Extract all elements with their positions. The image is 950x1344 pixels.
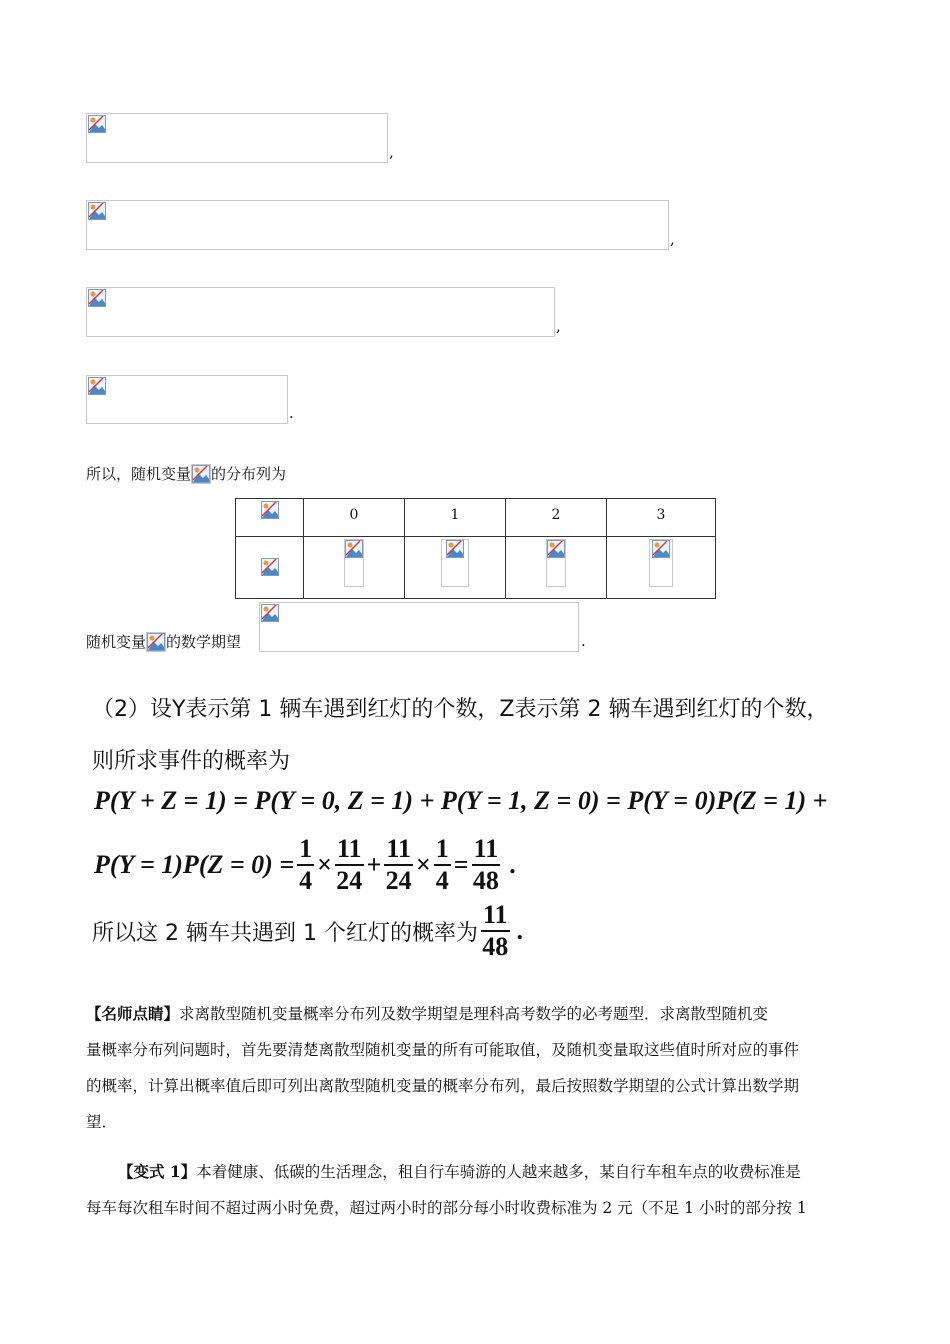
broken-image-icon — [88, 377, 106, 395]
equals-sign: = — [453, 850, 469, 879]
times-sign: × — [317, 850, 332, 879]
comment-line: 的概率，计算出概率值后即可列出离散型随机变量的概率分布列，最后按照数学期望的公式计算出数学期 — [86, 1077, 800, 1095]
row-p-cell — [236, 537, 304, 599]
part2-line2: 则所求事件的概率为 — [92, 749, 291, 774]
plus-sign: + — [366, 850, 382, 879]
distribution-suffix: 的分布列为 — [211, 465, 287, 483]
broken-image-icon — [88, 289, 106, 307]
equation-text: P(Y + Z = 1) = P(Y = 0, Z = 1) + P(Y = 1, Z = 0) = P(Y = 0)P(Z = 1) + — [94, 786, 828, 815]
formula-image-4 — [86, 375, 288, 424]
fraction: $\frac{11}{48}$ — [472, 834, 499, 895]
table-cell — [405, 537, 506, 599]
table-cell — [607, 537, 716, 599]
table-cell: 1 — [405, 499, 506, 537]
expectation-sentence — [86, 632, 241, 652]
comment-line: 求离散型随机变量概率分布列及数学期望是理科高考数学的必考题型．求离散型随机变 — [179, 1005, 769, 1023]
conclusion-line — [92, 900, 523, 962]
comment-line: 量概率分布列问题时，首先要清楚离散型随机变量的所有可能取值，及随机变量取这些值时所对应的事件 — [86, 1041, 800, 1059]
period-1: . — [289, 404, 294, 422]
formula-image-2 — [86, 200, 669, 250]
period-2: . — [581, 632, 586, 650]
table-cell — [506, 537, 607, 599]
equation-line1 — [94, 786, 827, 816]
comment-line: 望． — [86, 1113, 118, 1131]
comma-1: , — [389, 143, 394, 161]
variant-label: 【变式 1】 — [118, 1162, 197, 1181]
broken-image-icon — [88, 202, 106, 220]
part2-line1: （2）设Y表示第 1 辆车遇到红灯的个数，Z表示第 2 辆车遇到红灯的个数， — [92, 697, 829, 722]
comment-label: 【名师点睛】 — [86, 1004, 180, 1023]
broken-image-icon — [88, 115, 106, 133]
period: . — [509, 850, 516, 879]
expectation-formula-image — [259, 602, 579, 652]
fraction: $\frac{1}{4}$ — [299, 834, 313, 895]
expectation-prefix: 随机变量 — [86, 633, 147, 651]
teacher-comment — [86, 996, 876, 1140]
times-sign: × — [415, 850, 431, 879]
broken-image-icon — [344, 539, 364, 587]
broken-image-icon — [441, 539, 469, 587]
distribution-table — [235, 498, 716, 599]
fraction: $\frac{11}{48}$ — [482, 900, 509, 961]
variant-line: 每车每次租车时间不超过两小时免费，超过两小时的部分每小时收费标准为 2 元（不足 1 小时的部分按 1 — [86, 1199, 807, 1217]
table-row — [236, 537, 716, 599]
broken-image-icon — [546, 539, 566, 587]
conclusion-text: 所以这 2 辆车共遇到 1 个红灯的概率为 — [92, 920, 478, 946]
equation-text: P(Y = 1)P(Z = 0) = — [94, 850, 295, 879]
table-header-row — [236, 499, 716, 537]
table-cell: 0 — [304, 499, 405, 537]
period: . — [516, 916, 524, 945]
comma-3: , — [556, 317, 561, 335]
table-cell: 3 — [607, 499, 716, 537]
fraction: $\frac{11}{24}$ — [385, 834, 412, 895]
table-cell — [304, 537, 405, 599]
distribution-sentence — [86, 464, 286, 484]
expectation-suffix: 的数学期望 — [166, 633, 242, 651]
broken-image-icon — [649, 539, 673, 587]
comma-2: , — [670, 230, 675, 248]
table-cell: 2 — [506, 499, 607, 537]
equation-line2 — [94, 834, 516, 896]
formula-image-3 — [86, 287, 555, 337]
variable-x-image — [191, 464, 211, 484]
fraction: $\frac{1}{4}$ — [435, 834, 449, 895]
broken-image-icon — [261, 604, 279, 622]
fraction: $\frac{11}{24}$ — [336, 834, 363, 895]
formula-image-1 — [86, 113, 388, 163]
broken-image-icon — [260, 501, 280, 523]
broken-image-icon — [260, 558, 280, 580]
header-x-cell — [236, 499, 304, 537]
variant-line: 本着健康、低碳的生活理念，租自行车骑游的人越来越多，某自行车租车点的收费标准是 — [196, 1163, 801, 1181]
variant-problem — [86, 1154, 876, 1226]
variable-x-image — [146, 632, 166, 652]
distribution-prefix: 所以，随机变量 — [86, 465, 192, 483]
